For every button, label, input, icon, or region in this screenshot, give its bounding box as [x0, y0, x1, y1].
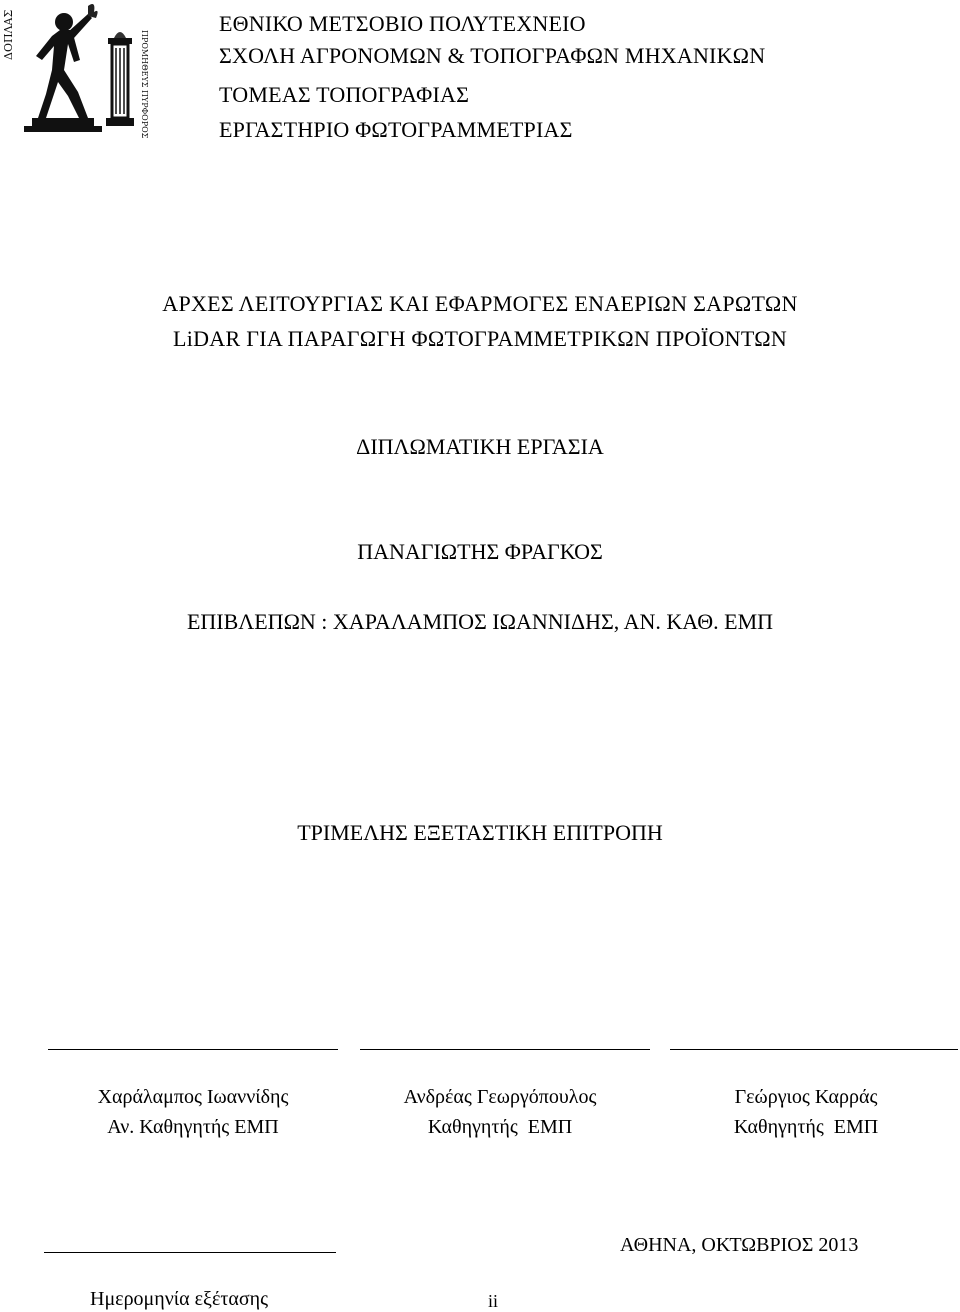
committee-heading: ΤΡΙΜΕΛΗΣ ΕΞΕΤΑΣΤΙΚΗ ΕΠΙΤΡΟΠΗ — [297, 820, 663, 845]
thesis-title-line-1: ΑΡΧΕΣ ΛΕΙΤΟΥΡΓΙΑΣ ΚΑΙ ΕΦΑΡΜΟΓΕΣ ΕΝΑΕΡΙΩΝ ΣΑΡΩΤΩΝ — [162, 291, 798, 316]
logo-text-right: ΠΡΟΜΗΘΕΥΣ ΠΥΡΦΟΡΟΣ — [140, 30, 149, 139]
committee-member-2-title: Καθηγητής ΕΜΠ — [427, 1116, 573, 1138]
ntua-prometheus-logo-icon — [2, 0, 152, 145]
university-name: ΕΘΝΙΚΟ ΜΕΤΣΟΒΙΟ ΠΟΛΥΤΕΧΝΕΙΟ — [219, 11, 586, 36]
department-name: ΤΟΜΕΑΣ ΤΟΠΟΓΡΑΦΙΑΣ — [219, 82, 470, 107]
signature-line-1 — [48, 1049, 338, 1050]
laboratory-name: ΕΡΓΑΣΤΗΡΙΟ ΦΩΤΟΓΡΑΜΜΕΤΡΙΑΣ — [219, 117, 573, 142]
committee-member-1-name: Χαράλαμπος Ιωαννίδης — [97, 1086, 289, 1108]
thesis-title-line-2: LiDAR ΓΙΑ ΠΑΡΑΓΩΓΗ ΦΩΤΟΓΡΑΜΜΕΤΡΙΚΩΝ ΠΡΟΪΟΝΤΩΝ — [172, 326, 788, 351]
school-name: ΣΧΟΛΗ ΑΓΡΟΝΟΜΩΝ & ΤΟΠΟΓΡΑΦΩΝ ΜΗΧΑΝΙΚΩΝ — [219, 43, 766, 68]
committee-member-1-title: Αν. Καθηγητής ΕΜΠ — [107, 1116, 279, 1138]
committee-member-3-name: Γεώργιος Καρράς — [734, 1086, 878, 1108]
signature-line-2 — [360, 1049, 650, 1050]
exam-date-signature-line — [44, 1252, 336, 1253]
page-number: ii — [488, 1291, 499, 1311]
logo-text-left: ΔΟΠΛΑΣ — [2, 9, 15, 60]
signature-line-3 — [670, 1049, 958, 1050]
thesis-type: ΔΙΠΛΩΜΑΤΙΚΗ ΕΡΓΑΣΙΑ — [356, 434, 604, 459]
committee-member-2-name: Ανδρέας Γεωργόπουλος — [403, 1086, 597, 1108]
committee-member-3-title: Καθηγητής ΕΜΠ — [733, 1116, 879, 1138]
place-date: ΑΘΗΝΑ, ΟΚΤΩΒΡΙΟΣ 2013 — [620, 1234, 859, 1256]
thesis-supervisor: ΕΠΙΒΛΕΠΩΝ : ΧΑΡΑΛΑΜΠΟΣ ΙΩΑΝΝΙΔΗΣ, ΑΝ. ΚΑΘ. ΕΜΠ — [186, 609, 774, 634]
exam-date-label: Ημερομηνία εξέτασης — [90, 1288, 269, 1310]
thesis-author: ΠΑΝΑΓΙΩΤΗΣ ΦΡΑΓΚΟΣ — [357, 539, 603, 564]
